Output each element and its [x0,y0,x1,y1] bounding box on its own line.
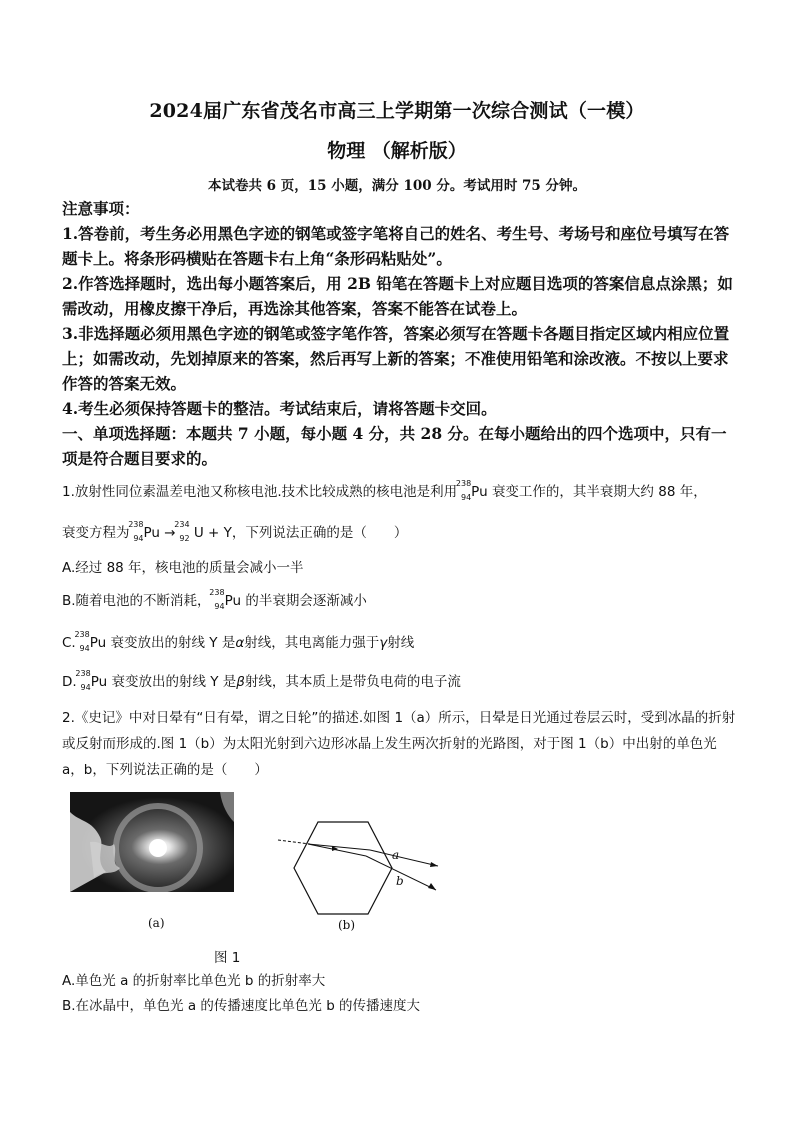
notice-item-1: 1.答卷前，考生务必用黑色字迹的钢笔或签字笔将自己的姓名、考生号、考场号和座位号填写在答题卡上。将条形码横贴在答题卡右上角“条形码粘贴处”。 [62,224,730,268]
q2-option-b: B.在冰晶中，单色光 a 的传播速度比单色光 b 的传播速度大 [62,998,421,1014]
notice-item-3: 3.非选择题必须用黑色字迹的钢笔或签字笔作答，答案必须写在答题卡各题目指定区域内相应位置上；如需改动，先划掉原来的答案，然后再写上新的答案；不准使用铅笔和涂改液。不按以上要求作答的答案无效。 [62,324,730,393]
pu-isotope: 238 94 [74,630,90,653]
notice-item-4: 4.考生必须保持答题卡的整洁。考试结束后，请将答题卡交回。 [62,399,497,418]
ray-a-label: a [392,848,400,862]
q1-stem-b: 衰变工作的，其半衰期大约 88 年， [491,484,707,500]
q1-stem-line1: 1.放射性同位素温差电池又称核电池.技术比较成熟的核电池是利用 238 94 Pu 衰变工作的，其半衰期大约 88 年， [62,479,707,502]
q1-option-b: B.随着电池的不断消耗， 238 94 Pu 的半衰期会逐渐减小 [62,588,367,611]
section-heading: 一、单项选择题：本题共 7 小题，每小题 4 分，共 28 分。在每小题给出的四个选项中，只有一项是符合题目要求的。 [62,424,727,468]
q1-option-c: C. 238 94 Pu 衰变放出的射线 Y 是α射线，其电离能力强于γ射线 [62,630,415,653]
pu-isotope: 238 94 [209,588,225,611]
q2-option-a: A.单色光 a 的折射率比单色光 b 的折射率大 [62,973,326,989]
q1-stem-a: 1.放射性同位素温差电池又称核电池.技术比较成熟的核电池是利用 [62,484,458,500]
u-isotope: 234 92 [174,520,190,543]
notice-item-2: 2.作答选择题时，选出每小题答案后，用 2B 铅笔在答题卡上对应题目选项的答案信息点涂黑；如需改动，用橡皮擦干净后，再选涂其他答案，答案不能答在试卷上。 [62,274,733,318]
exam-title: 2024届广东省茂名市高三上学期第一次综合测试（一模） [149,100,645,122]
exam-info: 本试卷共 6 页，15 小题，满分 100 分。考试用时 75 分钟。 [207,178,587,194]
hexagon-refraction-diagram [268,818,440,918]
halo-photo [70,792,234,892]
pu-isotope: 238 94 [455,479,472,502]
reaction-arrow: → [164,525,176,541]
fig-b-label: (b) [338,918,356,932]
notice-heading: 注意事项： [62,199,140,218]
pu-isotope: 238 94 [75,669,91,692]
figure-caption: 图 1 [214,950,241,966]
q2-stem: 2.《史记》中对日晕有“日有晕，谓之日轮”的描述.如图 1（a）所示，日晕是日光通过卷层云时，受到冰晶的折射或反射而形成的.图 1（b）为太阳光射到六边形冰晶上发生两次折射的光路图，对于图 1（b）中出射的单色光 a，b，下列说法正确的是（ ） [62,710,736,778]
q1-option-a: A.经过 88 年，核电池的质量会减小一半 [62,560,304,576]
ray-b-label: b [396,874,404,888]
fig-a-label: (a) [148,916,165,930]
pu-isotope: 238 94 [128,520,144,543]
exam-subtitle: 物理 （解析版） [327,140,467,162]
q1-option-d: D. 238 94 Pu 衰变放出的射线 Y 是β射线，其本质上是带负电荷的电子流 [62,669,461,692]
q1-equation-line: 衰变方程为 238 94 Pu → 234 92 U + Y，下列说法正确的是（ ） [62,520,408,543]
